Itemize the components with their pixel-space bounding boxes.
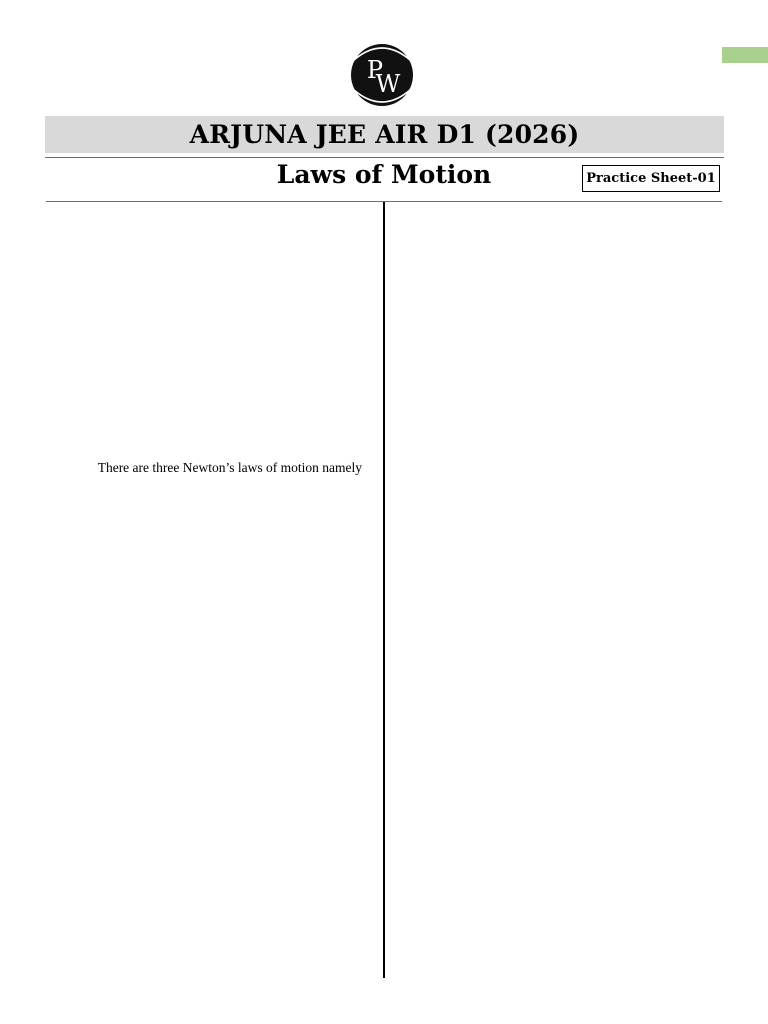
page-title: ARJUNA JEE AIR D1 (2026) (45, 116, 724, 153)
left-column-text: There are three Newton’s laws of motion namely (97, 460, 362, 475)
pw-logo-icon (348, 44, 416, 108)
svg-text:P: P (366, 56, 384, 84)
sheet-label-box: Practice Sheet-01 (582, 165, 720, 192)
svg-text:W: W (375, 70, 401, 98)
column-divider (383, 202, 385, 978)
corner-tab-marker (722, 47, 768, 63)
chapter-title: Laws of Motion (276, 160, 492, 189)
